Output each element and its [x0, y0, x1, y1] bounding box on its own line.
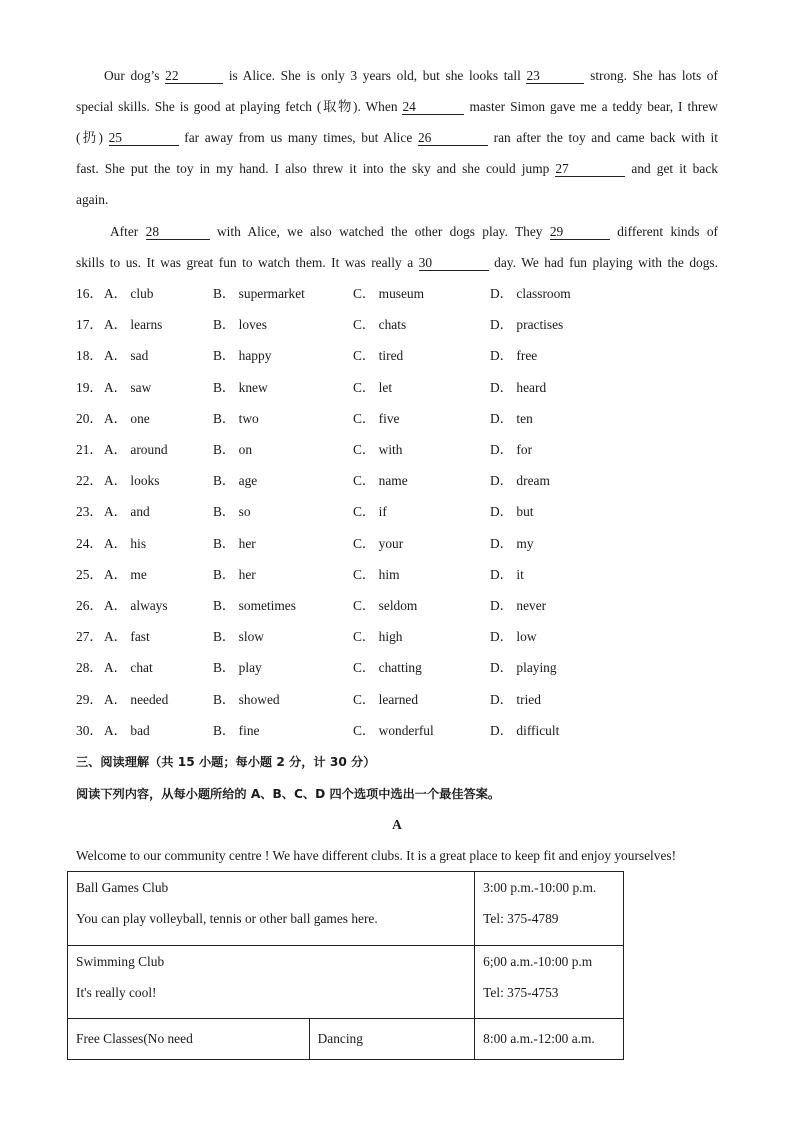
option-a: A． sad: [104, 348, 149, 363]
option-a: A． fast: [104, 629, 150, 644]
table-row: [68, 872, 624, 946]
option-c: C． with: [353, 442, 403, 457]
option-b: B． fine: [213, 723, 260, 738]
option-d: D． practises: [490, 317, 564, 332]
option-c: C． museum: [353, 286, 425, 301]
option-b: B． play: [213, 660, 262, 675]
passage-line-3: (扔) 25 far away from us many times, but Alice 26 ran after the toy and came back with it: [76, 130, 718, 145]
option-a: A． chat: [104, 660, 153, 675]
question-22: 22． A． looks B． age C． name D． dream: [76, 473, 550, 488]
question-19: 19． A． saw B． knew C． let D． heard: [76, 380, 547, 395]
option-c: C． five: [353, 411, 400, 426]
question-16: 16． A． club B． supermarket C． museum D． classroom: [76, 286, 571, 301]
club-name: Swimming Club: [76, 954, 165, 969]
section-title: 三、阅读理解（共 15 小题；每小题 2 分，计 30 分）: [76, 755, 376, 769]
question-24: 24． A． his B． her C． your D． my: [76, 536, 534, 551]
passage-line-5: again.: [76, 192, 109, 207]
option-d: D． tried: [490, 692, 541, 707]
option-d: D． it: [490, 567, 524, 582]
option-b: B． showed: [213, 692, 280, 707]
option-d: D． classroom: [490, 286, 571, 301]
option-d: D． my: [490, 536, 534, 551]
club-time: 3:00 p.m.-10:00 p.m.: [483, 880, 597, 895]
blank-30: 30: [419, 256, 489, 271]
option-d: D． difficult: [490, 723, 560, 738]
option-c: C． tired: [353, 348, 404, 363]
blank-26: 26: [418, 131, 488, 146]
option-a: A． bad: [104, 723, 150, 738]
option-a: A． needed: [104, 692, 169, 707]
passage-line-4: fast. She put the toy in my hand. I also threw it into the sky and she could jump 27 and get it back: [76, 161, 718, 176]
option-b: B． two: [213, 411, 259, 426]
option-a: A． always: [104, 598, 168, 613]
option-c: C． if: [353, 504, 387, 519]
option-c: C． wonderful: [353, 723, 434, 738]
option-c: C． let: [353, 380, 393, 395]
blank-27: 27: [555, 162, 625, 177]
question-28: 28． A． chat B． play C． chatting D． playing: [76, 660, 557, 675]
option-b: B． so: [213, 504, 251, 519]
option-b: B． knew: [213, 380, 268, 395]
option-b: B． sometimes: [213, 598, 296, 613]
question-23: 23． A． and B． so C． if D． but: [76, 504, 534, 519]
passage-line-1: Our dog’s 22 is Alice. She is only 3 years old, but she looks tall 23 strong. She has lots of: [104, 68, 718, 83]
question-20: 20． A． one B． two C． five D． ten: [76, 411, 533, 426]
option-d: D． heard: [490, 380, 547, 395]
club-description: It's really cool!: [76, 985, 157, 1000]
option-c: C． chatting: [353, 660, 422, 675]
option-b: B． happy: [213, 348, 272, 363]
table-row: [68, 1019, 624, 1060]
option-a: A． his: [104, 536, 147, 551]
blank-23: 23: [526, 69, 584, 84]
question-21: 21． A． around B． on C． with D． for: [76, 442, 533, 457]
option-c: C． him: [353, 567, 400, 582]
question-18: 18． A． sad B． happy C． tired D． free: [76, 348, 538, 363]
option-d: D． never: [490, 598, 547, 613]
option-b: B． loves: [213, 317, 267, 332]
question-26: 26． A． always B． sometimes C． seldom D． never: [76, 598, 547, 613]
option-b: B． supermarket: [213, 286, 305, 301]
option-c: C． high: [353, 629, 403, 644]
option-a: A． and: [104, 504, 150, 519]
option-c: C． learned: [353, 692, 419, 707]
club-time: 6;00 a.m.-10:00 p.m: [483, 954, 593, 969]
option-d: D． dream: [490, 473, 550, 488]
option-b: B． her: [213, 567, 256, 582]
option-c: C． name: [353, 473, 408, 488]
option-b: B． on: [213, 442, 253, 457]
option-b: B． age: [213, 473, 258, 488]
club-name: Free Classes(No need: [76, 1031, 193, 1046]
option-a: A． learns: [104, 317, 163, 332]
option-d: D． but: [490, 504, 534, 519]
blank-24: 24: [402, 100, 464, 115]
option-a: A． one: [104, 411, 150, 426]
club-description: You can play volleyball, tennis or other ball games here.: [76, 911, 378, 926]
blank-22: 22: [165, 69, 223, 84]
option-d: D． low: [490, 629, 537, 644]
option-d: D． playing: [490, 660, 557, 675]
option-a: A． around: [104, 442, 168, 457]
blank-29: 29: [550, 225, 610, 240]
option-a: A． club: [104, 286, 154, 301]
passage-line-7: skills to us. It was great fun to watch them. It was really a 30 day. We had fun playing with the dogs.: [76, 255, 718, 270]
option-b: B． her: [213, 536, 256, 551]
part-label: A: [392, 817, 402, 832]
section-instruction: 阅读下列内容，从每小题所给的 A、B、C、D 四个选项中选出一个最佳答案。: [76, 787, 501, 801]
club-tel: Tel: 375-4789: [483, 911, 559, 926]
option-c: C． chats: [353, 317, 407, 332]
blank-25: 25: [109, 131, 179, 146]
club-time: 8:00 a.m.-12:00 a.m.: [483, 1031, 595, 1046]
option-b: B． slow: [213, 629, 264, 644]
question-30: 30． A． bad B． fine C． wonderful D． difficult: [76, 723, 560, 738]
question-27: 27． A． fast B． slow C． high D． low: [76, 629, 537, 644]
passage-line-6: After 28 with Alice, we also watched the other dogs play. They 29 different kinds of: [110, 224, 718, 239]
question-29: 29． A． needed B． showed C． learned D． tried: [76, 692, 541, 707]
passage-line-2: special skills. She is good at playing fetch (取物). When 24 master Simon gave me a teddy bear, I threw: [76, 99, 718, 114]
table-row: [68, 946, 624, 1019]
option-a: A． saw: [104, 380, 152, 395]
option-c: C． seldom: [353, 598, 418, 613]
question-25: 25． A． me B． her C． him D． it: [76, 567, 524, 582]
option-d: D． free: [490, 348, 538, 363]
club-tel: Tel: 375-4753: [483, 985, 559, 1000]
option-c: C． your: [353, 536, 404, 551]
reading-intro: Welcome to our community centre ! We have different clubs. It is a great place to keep fit and enjoy yourselves!: [76, 848, 677, 863]
club-name: Ball Games Club: [76, 880, 169, 895]
blank-28: 28: [146, 225, 210, 240]
club-activity: Dancing: [317, 1031, 363, 1046]
option-d: D． ten: [490, 411, 533, 426]
option-a: A． looks: [104, 473, 160, 488]
option-a: A． me: [104, 567, 147, 582]
question-17: 17． A． learns B． loves C． chats D． practises: [76, 317, 564, 332]
clubs-table: [67, 871, 624, 1060]
option-d: D． for: [490, 442, 533, 457]
